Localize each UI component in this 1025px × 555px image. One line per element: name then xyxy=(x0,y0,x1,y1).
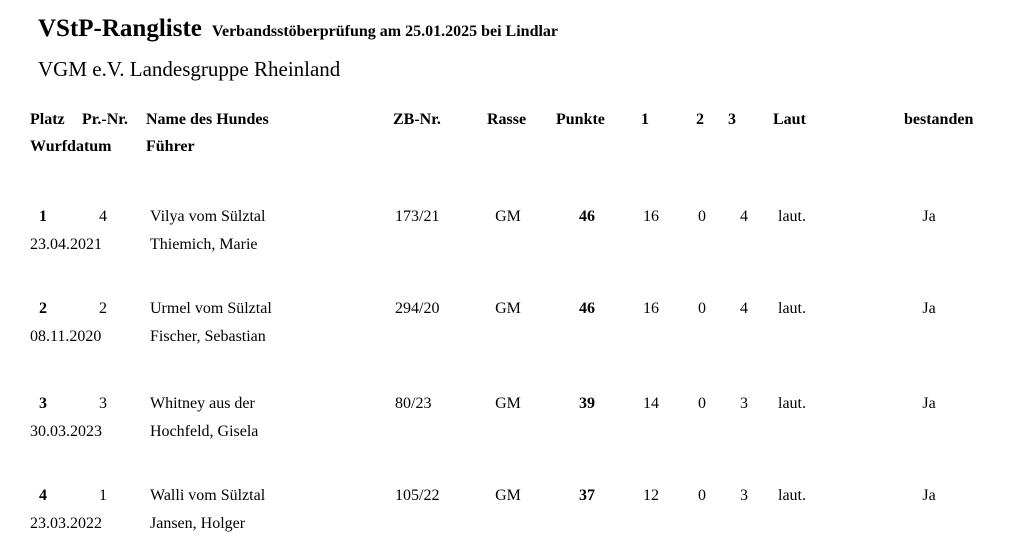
row-rasse: GM xyxy=(495,395,521,412)
organization-name: VGM e.V. Landesgruppe Rheinland xyxy=(38,57,341,81)
row-col-1: 16 xyxy=(643,208,659,225)
row-bestanden: Ja xyxy=(922,395,936,412)
row-col-3: 3 xyxy=(740,395,748,412)
row-dog-name: Whitney aus der xyxy=(150,395,255,412)
row-bestanden: Ja xyxy=(922,300,936,317)
row-wurfdatum: 30.03.2023 xyxy=(30,423,102,440)
header-rasse: Rasse xyxy=(487,111,527,128)
header-zb-nr: ZB-Nr. xyxy=(393,111,441,128)
row-zb-nr: 80/23 xyxy=(395,395,432,412)
row-fuehrer: Thiemich, Marie xyxy=(150,236,258,253)
row-wurfdatum: 23.03.2022 xyxy=(30,515,102,532)
title-main: VStP-Rangliste xyxy=(38,15,202,42)
row-zb-nr: 294/20 xyxy=(395,300,440,317)
header-wurfdatum: Wurfdatum xyxy=(30,138,112,155)
row-col-3: 4 xyxy=(740,300,748,317)
header-bestanden: bestanden xyxy=(904,111,974,128)
row-col-2: 0 xyxy=(698,395,706,412)
row-fuehrer: Fischer, Sebastian xyxy=(150,328,266,345)
row-col-1: 16 xyxy=(643,300,659,317)
row-col-1: 14 xyxy=(643,395,659,412)
row-pr-nr: 1 xyxy=(99,487,107,504)
header-col-1: 1 xyxy=(641,111,649,128)
row-col-1: 12 xyxy=(643,487,659,504)
row-laut: laut. xyxy=(778,208,806,225)
header-platz: Platz xyxy=(30,111,65,128)
row-pr-nr: 4 xyxy=(99,208,107,225)
row-laut: laut. xyxy=(778,395,806,412)
row-rasse: GM xyxy=(495,487,521,504)
row-wurfdatum: 08.11.2020 xyxy=(30,328,102,345)
row-platz: 4 xyxy=(39,487,47,504)
row-dog-name: Vilya vom Sülztal xyxy=(150,208,266,225)
row-dog-name: Urmel vom Sülztal xyxy=(150,300,272,317)
row-zb-nr: 105/22 xyxy=(395,487,440,504)
header-punkte: Punkte xyxy=(556,111,605,128)
row-punkte: 46 xyxy=(579,208,595,225)
row-platz: 2 xyxy=(39,300,47,317)
row-fuehrer: Hochfeld, Gisela xyxy=(150,423,259,440)
row-platz: 1 xyxy=(39,208,47,225)
row-wurfdatum: 23.04.2021 xyxy=(30,236,102,253)
row-bestanden: Ja xyxy=(922,487,936,504)
row-pr-nr: 3 xyxy=(99,395,107,412)
row-col-3: 4 xyxy=(740,208,748,225)
row-col-3: 3 xyxy=(740,487,748,504)
row-col-2: 0 xyxy=(698,208,706,225)
row-col-2: 0 xyxy=(698,487,706,504)
header-col-3: 3 xyxy=(728,111,736,128)
row-platz: 3 xyxy=(39,395,47,412)
document-title xyxy=(38,15,558,43)
row-col-2: 0 xyxy=(698,300,706,317)
row-punkte: 46 xyxy=(579,300,595,317)
header-laut: Laut xyxy=(773,111,806,128)
title-subtitle: Verbandsstöberprüfung am 25.01.2025 bei Lindlar xyxy=(211,23,559,40)
row-rasse: GM xyxy=(495,208,521,225)
row-rasse: GM xyxy=(495,300,521,317)
header-name: Name des Hundes xyxy=(146,111,269,128)
row-dog-name: Walli vom Sülztal xyxy=(150,487,266,504)
row-bestanden: Ja xyxy=(922,208,936,225)
row-laut: laut. xyxy=(778,487,806,504)
row-zb-nr: 173/21 xyxy=(395,208,440,225)
row-punkte: 37 xyxy=(579,487,595,504)
row-punkte: 39 xyxy=(579,395,595,412)
header-col-2: 2 xyxy=(696,111,704,128)
header-pr-nr: Pr.-Nr. xyxy=(82,111,128,128)
row-laut: laut. xyxy=(778,300,806,317)
row-pr-nr: 2 xyxy=(99,300,107,317)
row-fuehrer: Jansen, Holger xyxy=(150,515,246,532)
header-fuehrer: Führer xyxy=(146,138,195,155)
